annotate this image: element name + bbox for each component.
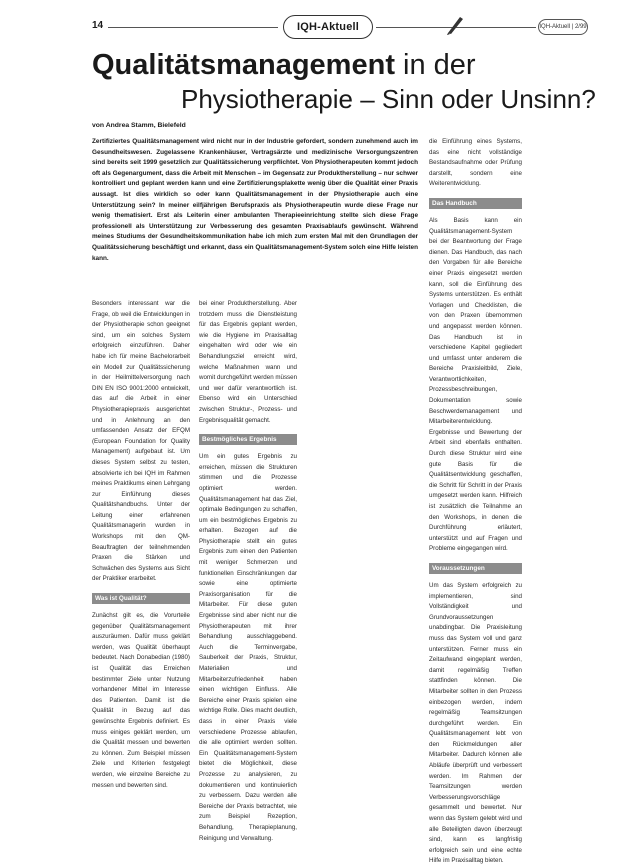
column-3-text-2: Als Basis kann ein Qualitätsmanagement-System bei der Beantwortung der Frage dienen. Das Handbuch, das nach den Vorgaben für alle Bereiche einer Praxis eingesetzt werden kann, soll die Einführung des Systems unterstützen. Es enthält Vorlagen und Checklisten, die von den Praxen übernommen und angepasst werden können. Das Handbuch ist in verschiedene Kapitel gegliedert und umfasst unter anderem die Bereiche Praxisleitbild, Ziele, Verantwortlichkeiten, Prozessbeschreibungen, Dokumentation sowie Beschwerdemanagement und Mitarbeiterentwicklung. Ergebnisse und Bewertung der Arbeit sind ebenfalls enthalten. Durch diese Struktur wird eine gute Basis für die Qualitätsentwicklung geschaffen, die Schritt für Schritt in der Praxis umgesetzt werden kann. Hilfreich ist zusätzlich die Teilnahme an den Workshops, in denen die Durchführung erläutert, unterstützt und auf Fragen und Probleme eingegangen wird. (429, 216, 522, 553)
page-number: 14 (92, 20, 104, 31)
column-2 (199, 299, 297, 844)
subheading-bestmoegliches-ergebnis: Bestmögliches Ergebnis (199, 434, 297, 445)
column-3-text: die Einführung eines Systems, das eine nicht vollständige Bestandsaufnahme oder Prüfung darstellt, sondern eine Weiterentwicklung. (429, 138, 522, 188)
column-1 (92, 299, 190, 791)
subheading-voraussetzungen: Voraussetzungen (429, 563, 522, 574)
issue-label: IQH-Aktuell | 2/99 (538, 19, 588, 35)
byline: von Andrea Stamm, Bielefeld (92, 122, 186, 129)
page-title (92, 48, 476, 82)
column-2-text-2: Um ein gutes Ergebnis zu erreichen, müssen die Strukturen stimmen und die Prozesse optimiert werden. Qualitätsmanagement hat das Ziel, optimale Bedingungen zu schaffen, um ein bestmögliches Ergebnis zu erhalten. Bezogen auf die Physiotherapie stellt ein gutes Ergebnis zum einen den Patienten mit weniger Schmerzen und funktionellen Einschränkungen dar sowie eine optimierte Praxisorganisation für die Mitarbeiter. Für diese guten Ergebnisse sind aber nicht nur die Physiotherapeuten mit ihrer Behandlung ausschlaggebend. Auch die Terminvergabe, Sauberkeit der Praxis, Struktur, Materialien und Mitarbeiterzufriedenheit haben einen wichtigen Einfluss. Alle Bereiche einer Praxis spielen eine wichtige Rolle. Dies macht deutlich, dass in einer Praxis viele verschiedene Prozesse ablaufen, die alle optimiert werden sollten. Ein Qualitätsmanagement-System bietet die Möglichkeit, diese Prozesse zu analysieren, zu dokumentieren und kontinuierlich zu verbessern. Dazu werden alle Bereiche der Praxis betrachtet, wie zum Beispiel Rezeption, Behandlung, Therapieplanung, Reinigung und Verwaltung. (199, 453, 297, 842)
section-label: IQH-Aktuell (283, 15, 373, 39)
column-2-text: bei einer Produktherstellung. Aber trotzdem muss die Dienstleistung für das Ergebnis geplant werden, wie die Hygiene im Praxisalltag eingehalten wird oder wie ein Behandlungsziel erreicht wird, welche Maßnahmen wann und womit durchgeführt werden müssen und wer dafür verantwortlich ist. Ebenso wird ein Unterschied zwischen Struktur-, Prozess- und Ergebnisqualität gemacht. (199, 300, 298, 424)
column-1-text: Besonders interessant war die Frage, ob weil die Entwicklungen in der Physiotherapie schon geeignet sind, um ein solches System erfolgreich einzuführen. Daher habe ich für meine Bachelorarbeit ein Modell zur Qualitätssicherung in der Heilmittelversorgung nach DIN EN ISO 9001:2000 entwickelt, das auf die Arbeit in einer Physiotherapiepraxis ausgerichtet und in Anlehnung an den umfassenden Ansatz der EFQM (European Foundation for Quality Management) aufgebaut ist. Um dieses System selbst zu testen, absolvierte ich bei IQH im Rahmen meines Praktikums einen Lehrgang zur Einführung dieses Qualitätshandbuchs. Unter der Leitung einer erfahrenen Qualitätsmanagerin wurden in Workshops mit den QM-Beauftragten der teilnehmenden Praxen die Stärken und Schwächen des Systems aus Sicht der Praktiker erarbeitet. (92, 300, 190, 583)
pen-icon (444, 14, 466, 36)
subheading-was-ist-qualitaet: Was ist Qualität? (92, 593, 190, 604)
title-rest: in der (394, 49, 476, 81)
title-bold: Qualitätsmanagement (92, 49, 395, 81)
column-1-text-2: Zunächst gilt es, die Vorurteile gegenüber Qualitätsmanagement auszuräumen. Dafür muss geklärt werden, was Qualität überhaupt bedeutet. Nach Donabedian (1980) ist Qualität das Erreichen bestimmter Ziele unter Nutzung vorhandener Mittel im Interesse des Patienten. Damit ist die Qualität in Bezug auf das gewünschte Ergebnis definiert. Es muss einiges geklärt werden, um die Qualität messen und bewerten zu können. Zum Beispiel müssen Ziele und Kriterien festgelegt werden, wie einzelne Bereiche zu messen und bewerten sind. (92, 612, 190, 789)
column-3 (429, 137, 522, 867)
column-3-text-3: Um das System erfolgreich zu implementieren, sind Vollständigkeit und Grundvoraussetzungen unabdingbar. Die Praxisleitung muss das System voll und ganz unterstützen. Ferner muss ein Zeitaufwand eingeplant werden, damit regelmäßig Treffen stattfinden können. Die Mitarbeiter sollten in den Prozess einbezogen werden, indem regelmäßig Teamsitzungen durchgeführt werden. Ein Qualitätsmanagement lebt von den Rückmeldungen aller Mitarbeiter. Dadurch können alle Abläufe überprüft und verbessert werden. Im Rahmen der Teamsitzungen werden Verbesserungsvorschläge gesammelt und bewertet. Nur wenn das System gelebt wird und alle Beteiligten davon überzeugt sind, kann es langfristig erfolgreich sein und eine echte Hilfe im Praxisalltag bieten. (429, 581, 522, 865)
page-subtitle: Physiotherapie – Sinn oder Unsinn? (181, 84, 596, 114)
subheading-das-handbuch: Das Handbuch (429, 198, 522, 209)
header-rule-left (108, 27, 278, 28)
lead-paragraph: Zertifiziertes Qualitätsmanagement wird nicht nur in der Industrie gefordert, sondern zunehmend auch im Gesundheitswesen. Zugelassene Krankenhäuser, Vertragsärzte und medizinische Versorgungszentren sind bereits seit 1999 gesetzlich zur Qualitätssicherung verpflichtet. Von Physiotherapeuten kommt jedoch oft als Gegenargument, dass die Arbeit mit Menschen – im Gegensatz zur Produktherstellung – nur schwer kontrolliert und geplant werden kann und eine Zertifizierungsplakette wenig über die Qualität einer Praxis aussagt. Ist dies wirklich so oder kann Qualitätsmanagement in der Physiotherapie auch eine Unterstützung sein? In meiner eilfjährigen Berufspraxis als Physiotherapeutin wurde diese Frage nur wenig thematisiert. Erst als Leiterin einer ambulanten Therapieeinrichtung stellte sich diese Frage professionell als Unterstützung zur Verbesserung des gesamten Praxisablaufs gewünscht. Während meines Studiums der Gesundheitskommunikation habe ich mich zum ersten Mal mit den Grundlagen der Qualitätssicherung beschäftigt und erkannt, dass ein Qualitätsmanagement-System solch eine Hilfe leisten kann. (92, 138, 418, 262)
